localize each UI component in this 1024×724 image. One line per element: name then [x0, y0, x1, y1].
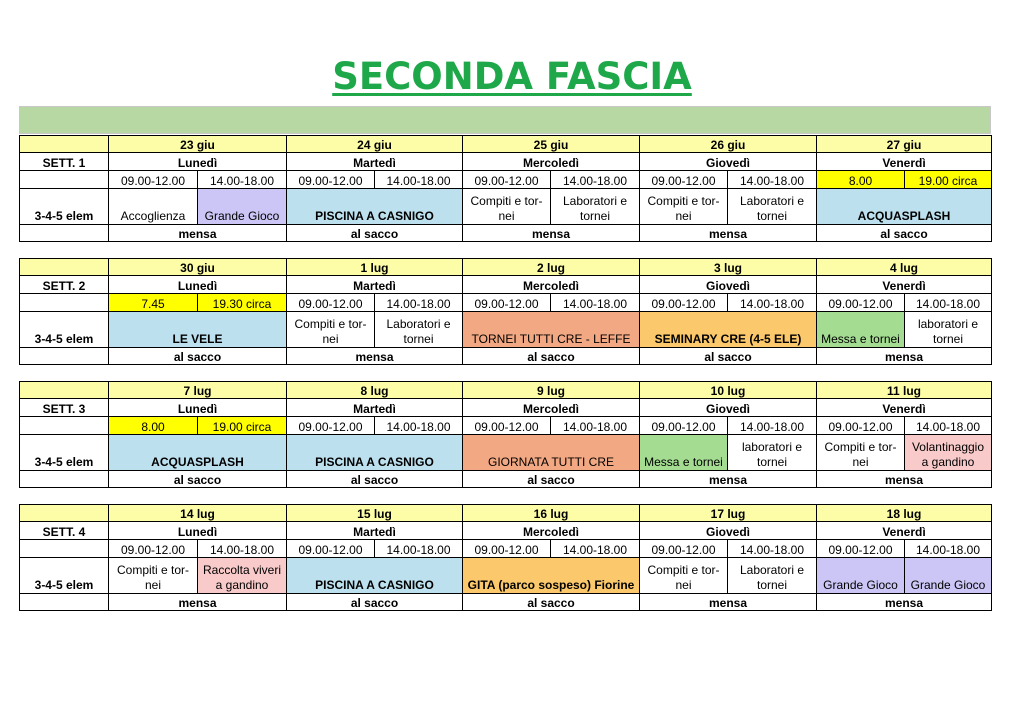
date-cell: 2 lug	[463, 259, 640, 276]
activity-cell: Raccolta viveri a gandino	[198, 558, 287, 594]
activity-cell: Messa e tornei	[640, 435, 728, 471]
meal-cell: al sacco	[109, 348, 287, 365]
meal-cell: al sacco	[463, 594, 640, 611]
activity-cell: Laboratori e tornei	[728, 558, 817, 594]
meal-cell: al sacco	[463, 348, 640, 365]
date-cell: 27 giu	[817, 136, 992, 153]
day-row	[20, 399, 992, 417]
time-slot-cell: 09.00-12.00	[109, 171, 198, 189]
day-name-cell: Venerdì	[817, 399, 992, 417]
date-corner-cell	[20, 505, 109, 522]
meal-cell: mensa	[640, 225, 817, 242]
activity-cell: TORNEI TUTTI CRE - LEFFE	[463, 312, 640, 348]
meal-row	[20, 471, 992, 488]
meal-cell: mensa	[817, 471, 992, 488]
time-slot-cell: 14.00-18.00	[551, 417, 640, 435]
time-slot-cell: 09.00-12.00	[287, 171, 375, 189]
meal-cell: al sacco	[817, 225, 992, 242]
time-slot-cell: 14.00-18.00	[375, 417, 463, 435]
time-corner-cell	[20, 417, 109, 435]
time-slot-cell: 14.00-18.00	[198, 171, 287, 189]
activity-cell: Compiti e tor-nei	[817, 435, 905, 471]
meal-corner-cell	[20, 471, 109, 488]
date-cell: 26 giu	[640, 136, 817, 153]
time-slot-cell: 14.00-18.00	[198, 540, 287, 558]
meal-cell: al sacco	[287, 594, 463, 611]
date-cell: 3 lug	[640, 259, 817, 276]
day-name-cell: Lunedì	[109, 153, 287, 171]
day-name-cell: Giovedì	[640, 522, 817, 540]
meal-cell: al sacco	[109, 471, 287, 488]
activity-cell: Laboratori e tornei	[728, 189, 817, 225]
day-name-cell: Mercoledì	[463, 399, 640, 417]
time-row	[20, 294, 992, 312]
activity-cell: PISCINA A CASNIGO	[287, 558, 463, 594]
time-slot-cell: 09.00-12.00	[287, 417, 375, 435]
date-corner-cell	[20, 136, 109, 153]
week-spacer	[20, 242, 992, 259]
meal-cell: al sacco	[287, 471, 463, 488]
date-corner-cell	[20, 382, 109, 399]
activity-cell: GITA (parco sospeso) Fiorine	[463, 558, 640, 594]
meal-corner-cell	[20, 348, 109, 365]
time-slot-cell: 14.00-18.00	[905, 540, 992, 558]
day-name-cell: Martedì	[287, 522, 463, 540]
day-name-cell: Mercoledì	[463, 522, 640, 540]
time-slot-cell: 09.00-12.00	[463, 540, 551, 558]
day-name-cell: Mercoledì	[463, 153, 640, 171]
group-label: 3-4-5 elem	[20, 312, 109, 348]
activity-cell: Grande Gioco	[198, 189, 287, 225]
time-slot-cell: 19.00 circa	[905, 171, 992, 189]
day-name-cell: Lunedì	[109, 522, 287, 540]
activity-cell: SEMINARY CRE (4-5 ELE)	[640, 312, 817, 348]
time-slot-cell: 8.00	[817, 171, 905, 189]
day-name-cell: Giovedì	[640, 399, 817, 417]
time-row	[20, 540, 992, 558]
activity-cell: Messa e tornei	[817, 312, 905, 348]
activity-cell: Grande Gioco	[817, 558, 905, 594]
time-slot-cell: 09.00-12.00	[817, 294, 905, 312]
date-cell: 4 lug	[817, 259, 992, 276]
day-row	[20, 276, 992, 294]
time-slot-cell: 14.00-18.00	[375, 294, 463, 312]
group-label: 3-4-5 elem	[20, 189, 109, 225]
day-name-cell: Martedì	[287, 153, 463, 171]
time-row	[20, 171, 992, 189]
date-cell: 8 lug	[287, 382, 463, 399]
activity-cell: Compiti e tor-nei	[109, 558, 198, 594]
activity-cell: Compiti e tor-nei	[640, 189, 728, 225]
week-label: SETT. 3	[20, 399, 109, 417]
time-slot-cell: 14.00-18.00	[728, 171, 817, 189]
time-corner-cell	[20, 171, 109, 189]
meal-cell: al sacco	[287, 225, 463, 242]
day-name-cell: Martedì	[287, 399, 463, 417]
time-slot-cell: 14.00-18.00	[375, 171, 463, 189]
meal-cell: mensa	[817, 348, 992, 365]
spacer-cell	[20, 242, 992, 259]
time-corner-cell	[20, 294, 109, 312]
date-cell: 24 giu	[287, 136, 463, 153]
date-cell: 23 giu	[109, 136, 287, 153]
day-name-cell: Martedì	[287, 276, 463, 294]
day-row	[20, 153, 992, 171]
date-cell: 1 lug	[287, 259, 463, 276]
time-slot-cell: 09.00-12.00	[287, 294, 375, 312]
activity-cell: LE VELE	[109, 312, 287, 348]
day-name-cell: Lunedì	[109, 276, 287, 294]
day-name-cell: Giovedì	[640, 153, 817, 171]
time-slot-cell: 14.00-18.00	[728, 294, 817, 312]
time-slot-cell: 19.30 circa	[198, 294, 287, 312]
time-slot-cell: 8.00	[109, 417, 198, 435]
day-name-cell: Giovedì	[640, 276, 817, 294]
activity-cell: Compiti e tor-nei	[463, 189, 551, 225]
activity-cell: Laboratori e torneі	[551, 189, 640, 225]
day-name-cell: Lunedì	[109, 399, 287, 417]
date-cell: 15 lug	[287, 505, 463, 522]
day-name-cell: Venerdì	[817, 522, 992, 540]
week-spacer	[20, 488, 992, 505]
time-slot-cell: 14.00-18.00	[905, 294, 992, 312]
time-slot-cell: 14.00-18.00	[905, 417, 992, 435]
date-cell: 9 lug	[463, 382, 640, 399]
date-cell: 7 lug	[109, 382, 287, 399]
group-label: 3-4-5 elem	[20, 435, 109, 471]
activity-cell: ACQUASPLASH	[817, 189, 992, 225]
group-label: 3-4-5 elem	[20, 558, 109, 594]
time-slot-cell: 09.00-12.00	[640, 294, 728, 312]
time-slot-cell: 09.00-12.00	[463, 294, 551, 312]
activity-row	[20, 435, 992, 471]
date-cell: 17 lug	[640, 505, 817, 522]
time-slot-cell: 09.00-12.00	[640, 171, 728, 189]
date-cell: 11 lug	[817, 382, 992, 399]
time-slot-cell: 09.00-12.00	[640, 417, 728, 435]
date-cell: 14 lug	[109, 505, 287, 522]
time-slot-cell: 14.00-18.00	[728, 417, 817, 435]
meal-cell: mensa	[109, 225, 287, 242]
date-cell: 25 giu	[463, 136, 640, 153]
time-slot-cell: 14.00-18.00	[551, 171, 640, 189]
activity-cell: Accoglienza	[109, 189, 198, 225]
meal-cell: al sacco	[463, 471, 640, 488]
time-slot-cell: 09.00-12.00	[463, 417, 551, 435]
time-slot-cell: 19.00 circa	[198, 417, 287, 435]
time-slot-cell: 14.00-18.00	[551, 540, 640, 558]
time-slot-cell: 14.00-18.00	[375, 540, 463, 558]
page-title: SECONDA FASCIA	[332, 55, 692, 98]
day-name-cell: Venerdì	[817, 276, 992, 294]
time-slot-cell: 7.45	[109, 294, 198, 312]
date-row	[20, 136, 992, 153]
meal-cell: mensa	[817, 594, 992, 611]
header-band	[19, 106, 991, 134]
activity-row	[20, 312, 992, 348]
activity-cell: Compiti e tor-nei	[640, 558, 728, 594]
week-label: SETT. 1	[20, 153, 109, 171]
activity-cell: GIORNATA TUTTI CRE	[463, 435, 640, 471]
meal-cell: mensa	[287, 348, 463, 365]
date-cell: 16 lug	[463, 505, 640, 522]
spacer-cell	[20, 488, 992, 505]
time-row	[20, 417, 992, 435]
week-label: SETT. 4	[20, 522, 109, 540]
date-cell: 30 giu	[109, 259, 287, 276]
time-slot-cell: 09.00-12.00	[109, 540, 198, 558]
activity-cell: Volantinaggio a gandino	[905, 435, 992, 471]
date-cell: 18 lug	[817, 505, 992, 522]
meal-corner-cell	[20, 594, 109, 611]
time-slot-cell: 09.00-12.00	[817, 540, 905, 558]
time-slot-cell: 09.00-12.00	[817, 417, 905, 435]
schedule-table	[19, 135, 991, 611]
date-corner-cell	[20, 259, 109, 276]
activity-cell: PISCINA A CASNIGO	[287, 189, 463, 225]
time-slot-cell: 09.00-12.00	[640, 540, 728, 558]
date-row	[20, 505, 992, 522]
activity-row	[20, 558, 992, 594]
time-slot-cell: 09.00-12.00	[463, 171, 551, 189]
meal-cell: mensa	[463, 225, 640, 242]
spacer-cell	[20, 365, 992, 382]
meal-row	[20, 594, 992, 611]
meal-cell: mensa	[640, 594, 817, 611]
activity-cell: laboratori e tornei	[728, 435, 817, 471]
meal-cell: al sacco	[640, 348, 817, 365]
time-slot-cell: 14.00-18.00	[728, 540, 817, 558]
time-slot-cell: 09.00-12.00	[287, 540, 375, 558]
date-row	[20, 382, 992, 399]
date-row	[20, 259, 992, 276]
week-label: SETT. 2	[20, 276, 109, 294]
meal-cell: mensa	[640, 471, 817, 488]
day-name-cell: Venerdì	[817, 153, 992, 171]
activity-cell: Laboratori e tornei	[375, 312, 463, 348]
day-name-cell: Mercoledì	[463, 276, 640, 294]
time-corner-cell	[20, 540, 109, 558]
time-slot-cell: 14.00-18.00	[551, 294, 640, 312]
day-row	[20, 522, 992, 540]
week-spacer	[20, 365, 992, 382]
activity-row	[20, 189, 992, 225]
activity-cell: PISCINA A CASNIGO	[287, 435, 463, 471]
meal-corner-cell	[20, 225, 109, 242]
activity-cell: Compiti e tor-nei	[287, 312, 375, 348]
meal-row	[20, 348, 992, 365]
activity-cell: laboratori e tornei	[905, 312, 992, 348]
activity-cell: ACQUASPLASH	[109, 435, 287, 471]
meal-cell: mensa	[109, 594, 287, 611]
activity-cell: Grande Gioco	[905, 558, 992, 594]
date-cell: 10 lug	[640, 382, 817, 399]
meal-row	[20, 225, 992, 242]
